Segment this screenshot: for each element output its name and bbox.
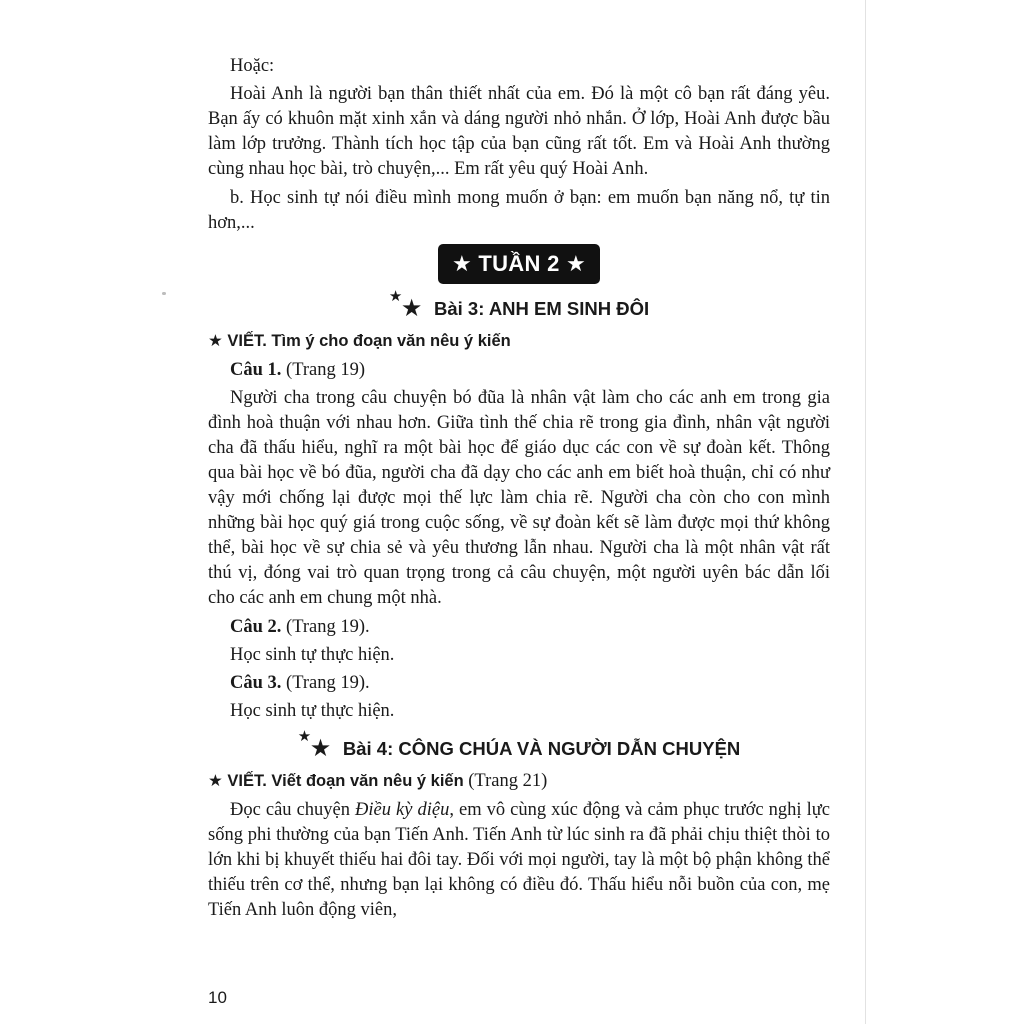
big-star-icon: ★ [309, 735, 332, 763]
lesson-3-heading [208, 288, 830, 323]
paragraph-hoai-anh: Hoài Anh là người bạn thân thiết nhất của em. Đó là một cô bạn rất đáng yêu. Bạn ấy có khuôn mặt xinh xắn và dáng người nhỏ nhắn. Ở lớp, Hoài Anh được bầu làm lớp trưởng. Thành tích học tập của bạn cũng rất tốt. Em và Hoài Anh thường cùng nhau học bài, trò chuyện,... Em rất yêu quý Hoài Anh. [208, 84, 830, 179]
page-edge-line [865, 0, 866, 1024]
paragraph-wish: b. Học sinh tự nói điều mình mong muốn ở bạn: em muốn bạn năng nổ, tự tin hơn,... [208, 188, 830, 233]
question-2-ref: (Trang 19). [286, 617, 370, 638]
para-start: Đọc câu chuyện [230, 800, 356, 821]
answer-3: Học sinh tự thực hiện. [230, 701, 395, 722]
stars-icon [297, 728, 336, 763]
answer-2: Học sinh tự thực hiện. [230, 645, 395, 666]
question-1 [208, 358, 830, 383]
section-heading-lesson-3 [208, 329, 830, 354]
story-title: Điều kỳ diệu [355, 800, 450, 821]
section-star-icon: ★ [208, 772, 223, 791]
question-1-ref: (Trang 19) [286, 360, 365, 381]
page-content [208, 54, 830, 927]
para-rest: , em vô cùng xúc động và cảm phục trước nghị lực sống phi thường của bạn Tiến Anh. Tiến Anh từ lúc sinh ra đã phải chịu thiệt thòi to lớn khi bị khuyết thiếu hai đôi tay. Đối với mọi người, tay là một bộ phận không thể thiếu trên cơ thể, nhưng bạn lại không có điều đó. Thấu hiểu nỗi buồn của con, mẹ Tiến Anh luôn động viên, [208, 800, 830, 921]
question-1-label: Câu 1. [230, 360, 282, 381]
lesson-4-heading [208, 728, 830, 763]
page-number: 10 [208, 988, 227, 1007]
section-title: VIẾT. Tìm ý cho đoạn văn nêu ý kiến [227, 332, 511, 351]
big-star-icon: ★ [400, 295, 423, 323]
section-star-icon: ★ [208, 332, 223, 351]
lesson-4-title: Bài 4: CÔNG CHÚA VÀ NGƯỜI DẪN CHUYỆN [342, 738, 741, 760]
paragraph-dieu-ky-dieu [208, 798, 830, 923]
question-3-label: Câu 3. [230, 673, 282, 694]
alt-label: Hoặc: [230, 56, 275, 76]
week-heading [208, 244, 830, 284]
question-2-label: Câu 2. [230, 617, 282, 638]
section-ref: (Trang 21) [468, 771, 548, 792]
section-title: VIẾT. Viết đoạn văn nêu ý kiến [227, 772, 464, 791]
lesson-3-title: Bài 3: ANH EM SINH ĐÔI [433, 298, 650, 319]
scan-speck [162, 292, 166, 295]
small-star-icon: ★ [388, 288, 403, 306]
question-2 [208, 615, 830, 640]
small-star-icon: ★ [297, 728, 312, 746]
question-3-ref: (Trang 19). [286, 673, 370, 694]
week-badge: ★ TUẦN 2 ★ [438, 244, 600, 284]
stars-icon [388, 288, 427, 323]
question-3 [208, 671, 830, 696]
answer-1: Người cha trong câu chuyện bó đũa là nhân vật làm cho các anh em trong gia đình hoà thuận với nhau hơn. Giữa tình thế chia rẽ trong gia đình, nhân vật người cha đã thấu hiểu, nghĩ ra một bài học để giáo dục các con về sự đoàn kết. Thông qua bài học về bó đũa, người cha đã dạy cho các anh em biết hoà thuận, chỉ có như vậy mới chống lại được mọi thế lực làm chia rẽ. Người cha còn cho con mình những bài học quý giá trong cuộc sống, về sự đoàn kết sẽ làm được mọi thứ không thể, bài học về sự chia sẻ và yêu thương lẫn nhau. Người cha là một nhân vật rất thú vị, đóng vai trò quan trọng trong cả câu chuyện, một người uyên bác dẫn lối cho các anh em chung một nhà. [208, 388, 830, 609]
section-heading-lesson-4 [208, 769, 830, 794]
